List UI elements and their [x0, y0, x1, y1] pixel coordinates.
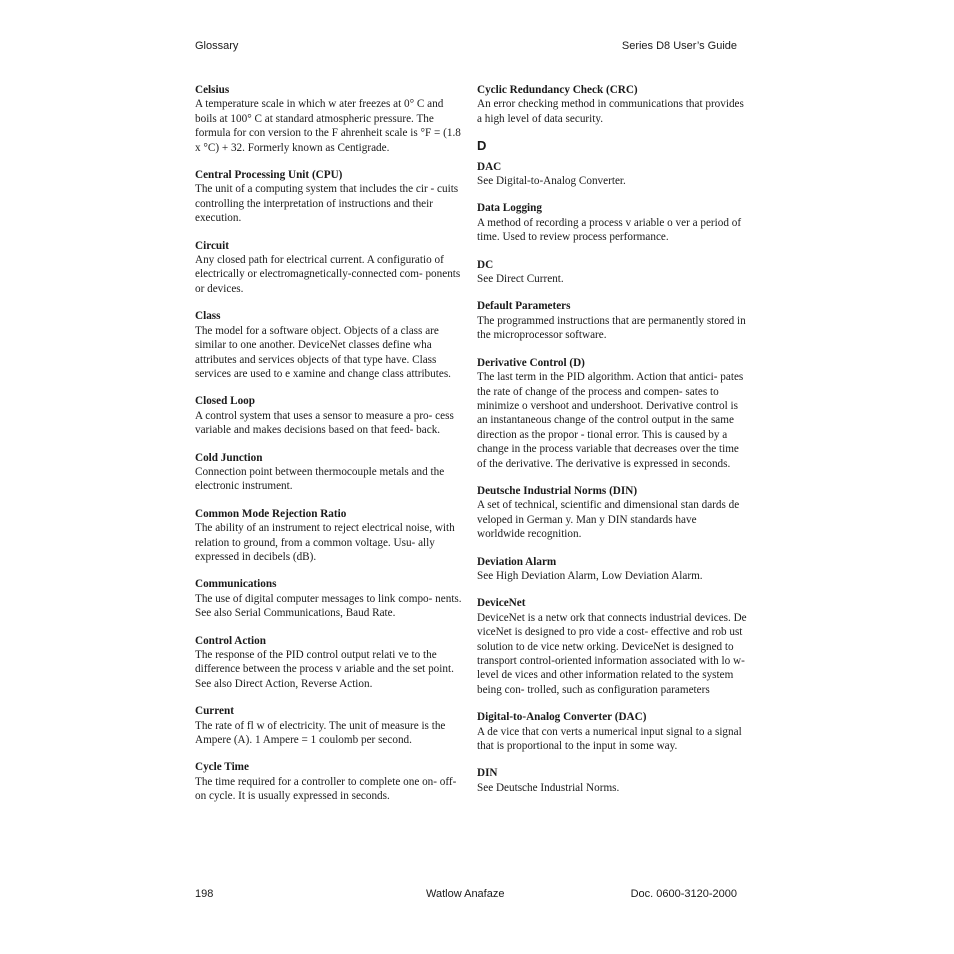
glossary-term: Current	[195, 705, 234, 718]
footer-center: Watlow Anafaze	[426, 888, 505, 900]
glossary-definition: See Digital-to-Analog Converter.	[477, 175, 626, 188]
glossary-term: Celsius	[195, 84, 230, 96]
glossary-definition: The programmed instructions that are permanently stored in the microprocessor software.	[477, 314, 746, 342]
glossary-entry	[477, 258, 747, 287]
glossary-definition: The rate of fl w of electricity. The unit of measure is the Ampere (A). 1 Ampere = 1 coulomb per second.	[195, 719, 446, 747]
glossary-entry	[195, 168, 465, 226]
glossary-definition: Any closed path for electrical current. A configuratio of electrically or electromagnetically-connected com- ponents or devices.	[195, 254, 461, 295]
glossary-term: Common Mode Rejection Ratio	[195, 507, 347, 520]
glossary-definition: DeviceNet is a netw ork that connects industrial devices. De viceNet is designed to pro vide a cost- effective and rob ust solution to de vice netw orking. DeviceNet is designed to transport control-oriented information associated with lo w-level de vices and other information related to the system being con- trolled, such as configuration parameters	[477, 611, 747, 696]
glossary-entry	[195, 83, 465, 155]
glossary-term: Cold Junction	[195, 451, 263, 464]
glossary-definition: A temperature scale in which w ater freezes at 0° C and boils at 100° C at standard atmospheric pressure. The formula for con version to the F ahrenheit scale is °F = (1.8 x °C) + 32. Formerly known as Centigrade.	[195, 98, 461, 154]
glossary-term: Derivative Control (D)	[477, 356, 585, 369]
section-letter: D	[477, 138, 487, 154]
glossary-definition: Connection point between thermocouple metals and the electronic instrument.	[195, 465, 445, 493]
glossary-entry	[477, 201, 747, 244]
right-column	[477, 83, 747, 808]
glossary-entry	[477, 484, 747, 542]
glossary-term: Cyclic Redundancy Check (CRC)	[477, 84, 638, 96]
glossary-definition: The last term in the PID algorithm. Action that antici- pates the rate of change of the process and compen- sates to minimize o vershoot and undershoot. Derivative control is an instantaneous change of the control output in the same direction as the propor - tional error. This is caused by a change in the process variable that decreases over the time of the derivative. The derivative is expressed in seconds.	[477, 371, 744, 470]
glossary-definition: See Deutsche Industrial Norms.	[477, 781, 620, 794]
header-right: Series D8 User’s Guide	[621, 40, 737, 52]
glossary-entry	[195, 634, 465, 692]
glossary-entry	[195, 451, 465, 494]
glossary-term: DIN	[477, 767, 498, 780]
glossary-entry	[195, 507, 465, 565]
glossary-term: Central Processing Unit (CPU)	[195, 169, 343, 182]
glossary-definition: See Direct Current.	[477, 273, 564, 286]
glossary-entry	[477, 160, 747, 189]
glossary-entry	[195, 394, 465, 437]
footer-page-number: 198	[195, 888, 214, 900]
glossary-definition: A method of recording a process v ariable o ver a period of time. Used to review process performance.	[477, 216, 742, 244]
glossary-definition: The unit of a computing system that includes the cir - cuits controlling the interpretation of instructions and their execution.	[195, 183, 459, 225]
glossary-term: Data Logging	[477, 202, 542, 215]
glossary-definition: The response of the PID control output relati ve to the difference between the process v ariable and the set point. See also Direct Action, Reverse Action.	[195, 649, 454, 690]
glossary-term: DC	[477, 258, 494, 271]
glossary-entry	[477, 596, 747, 697]
glossary-entry	[477, 710, 747, 753]
glossary-term: Digital-to-Analog Converter (DAC)	[477, 711, 647, 724]
glossary-definition: An error checking method in communications that provides a high level of data security.	[477, 98, 744, 125]
glossary-entry	[477, 83, 747, 126]
glossary-definition: The use of digital computer messages to link compo- nents. See also Serial Communications, Baud Rate.	[195, 592, 462, 620]
glossary-term: Deutsche Industrial Norms (DIN)	[477, 484, 638, 497]
glossary-term: Deviation Alarm	[477, 555, 557, 568]
glossary-entry	[477, 555, 747, 584]
glossary-definition: The model for a software object. Objects of a class are similar to one another. DeviceNet classes define wha attributes and services objects of that type have. Class services are used to e xamine and change class attributes.	[195, 324, 451, 380]
glossary-entry	[195, 239, 465, 297]
glossary-term: Closed Loop	[195, 395, 255, 408]
glossary-entry	[195, 704, 465, 747]
glossary-term: DeviceNet	[477, 597, 526, 610]
glossary-definition: A control system that uses a sensor to measure a pro- cess variable and makes decisions based on that feed- back.	[195, 409, 454, 437]
glossary-entry	[195, 760, 465, 803]
glossary-entry	[477, 299, 747, 342]
glossary-term: Cycle Time	[195, 761, 249, 774]
header-left: Glossary	[195, 40, 239, 52]
glossary-term: Circuit	[195, 239, 229, 252]
left-column	[195, 83, 465, 817]
glossary-definition: See High Deviation Alarm, Low Deviation Alarm.	[477, 569, 703, 582]
glossary-term: Class	[195, 310, 221, 323]
glossary-term: Communications	[195, 578, 277, 591]
glossary-definition: The time required for a controller to complete one on- off-on cycle. It is usually expressed in seconds.	[195, 775, 457, 803]
glossary-term: Default Parameters	[477, 300, 571, 313]
glossary-term: Control Action	[195, 634, 266, 647]
glossary-entry	[195, 577, 465, 620]
glossary-entry	[477, 766, 747, 795]
glossary-entry	[195, 309, 465, 381]
glossary-definition: A de vice that con verts a numerical input signal to a signal that is proportional to the input in some way.	[477, 725, 742, 753]
footer-right: Doc. 0600-3120-2000	[630, 888, 737, 900]
glossary-term: DAC	[477, 160, 502, 173]
glossary-definition: A set of technical, scientific and dimensional stan dards de veloped in German y. Man y DIN standards have worldwide recognition.	[477, 499, 740, 541]
glossary-entry	[477, 356, 747, 471]
glossary-definition: The ability of an instrument to reject electrical noise, with relation to ground, from a common voltage. Usu- ally expressed in decibels (dB).	[195, 522, 455, 563]
